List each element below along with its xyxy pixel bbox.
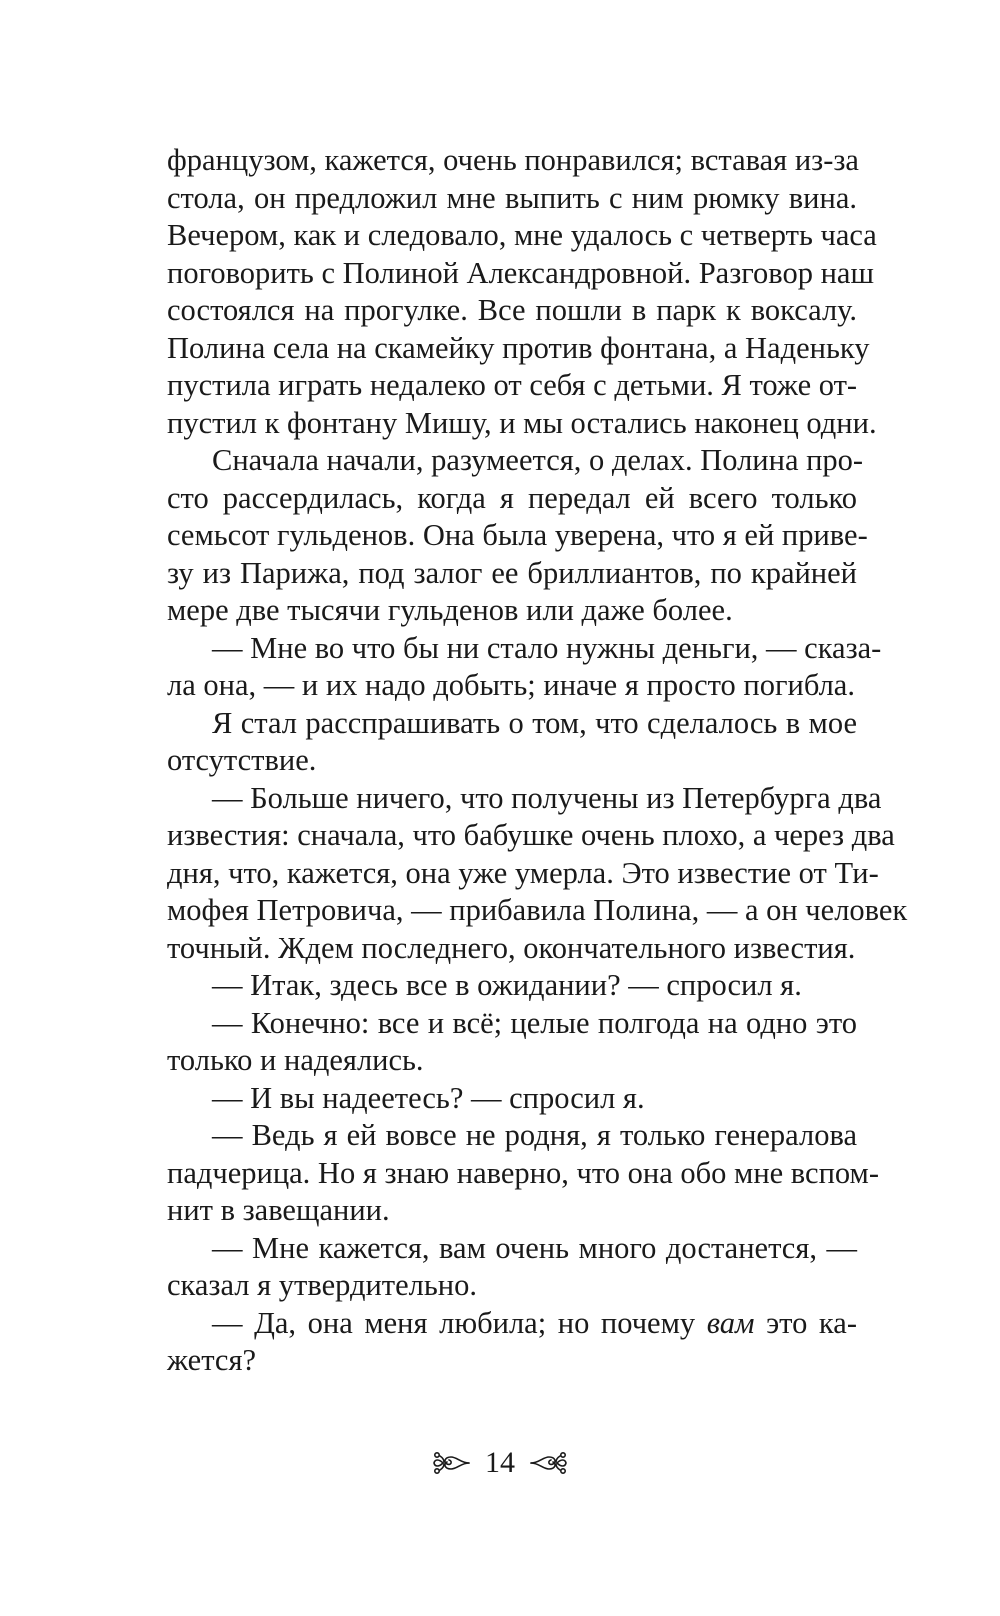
text-line: падчерица. Но я знаю наверно, что она обо мне вспом- (167, 1155, 880, 1190)
text-line-emphasis (167, 1305, 857, 1343)
text-line: Вечером, как и следовало, мне удалось с четверть часа (167, 218, 877, 252)
text-line: точный. Ждем последнего, окончательного известия. (167, 930, 856, 965)
page-text (167, 142, 908, 1380)
text-lines (167, 142, 908, 1305)
text-line: Полина села на скамейку против фонтана, а Наденьку (167, 330, 870, 365)
text-segment: это ка- (754, 1305, 857, 1340)
text-line: сказал я утвердительно. (167, 1268, 478, 1302)
text-line: нит в завещании. (167, 1193, 390, 1227)
fleuron-right-icon (529, 1449, 569, 1477)
text-line: французом, кажется, очень понравился; вставая из-за (167, 143, 859, 177)
italic-word: вам (706, 1305, 755, 1340)
text-line: — Конечно: все и всё; целые полгода на одно это (212, 1005, 857, 1040)
text-line: Я стал расспрашивать о том, что сделалось в мое (212, 705, 857, 740)
text-line: только и надеялись. (167, 1043, 424, 1077)
text-line: семьсот гульденов. Она была уверена, что я ей приве- (167, 518, 868, 552)
text-line: мофея Петровича, — прибавила Полина, — а он человек (167, 893, 908, 927)
text-line: дня, что, кажется, она уже умерла. Это известие от Ти- (167, 855, 879, 890)
text-line: — Больше ничего, что получены из Петербурга два (212, 780, 882, 815)
text-line: зу из Парижа, под залог ее бриллиантов, по крайней (167, 555, 857, 590)
text-line: поговорить с Полиной Александровной. Разговор наш (167, 255, 874, 290)
text-line: отсутствие. (167, 743, 317, 777)
text-line: — Мне во что бы ни стало нужны деньги, — сказа- (212, 630, 882, 665)
fleuron-left-icon (431, 1449, 471, 1477)
text-line: — Ведь я ей вовсе не родня, я только генералова (212, 1118, 857, 1152)
page-number: 14 (485, 1446, 515, 1479)
text-line: Сначала начали, разумеется, о делах. Полина про- (212, 443, 864, 477)
text-segment: — Да, она меня любила; но почему (212, 1305, 707, 1340)
text-line: мере две тысячи гульденов или даже более. (167, 593, 733, 627)
text-line: пустил к фонтану Мишу, и мы остались наконец одни. (167, 405, 877, 440)
text-line: — Мне кажется, вам очень много достанется, — (212, 1230, 857, 1265)
text-line: ла она, — и их надо добыть; иначе я просто погибла. (167, 668, 855, 702)
text-line: сто рассердилась, когда я передал ей всего только (167, 480, 857, 515)
text-line: — Итак, здесь все в ожидании? — спросил я. (212, 968, 802, 1002)
page-footer (0, 1438, 1000, 1488)
text-line: состоялся на прогулке. Все пошли в парк к воксалу. (167, 293, 857, 327)
text-line: пустила играть недалеко от себя с детьми. Я тоже от- (167, 368, 858, 402)
text-line: — И вы надеетесь? — спросил я. (212, 1080, 645, 1115)
text-line: известия: сначала, что бабушке очень плохо, а через два (167, 818, 895, 852)
text-line-final: жется? (167, 1343, 257, 1377)
text-line: стола, он предложил мне выпить с ним рюмку вина. (167, 180, 857, 215)
